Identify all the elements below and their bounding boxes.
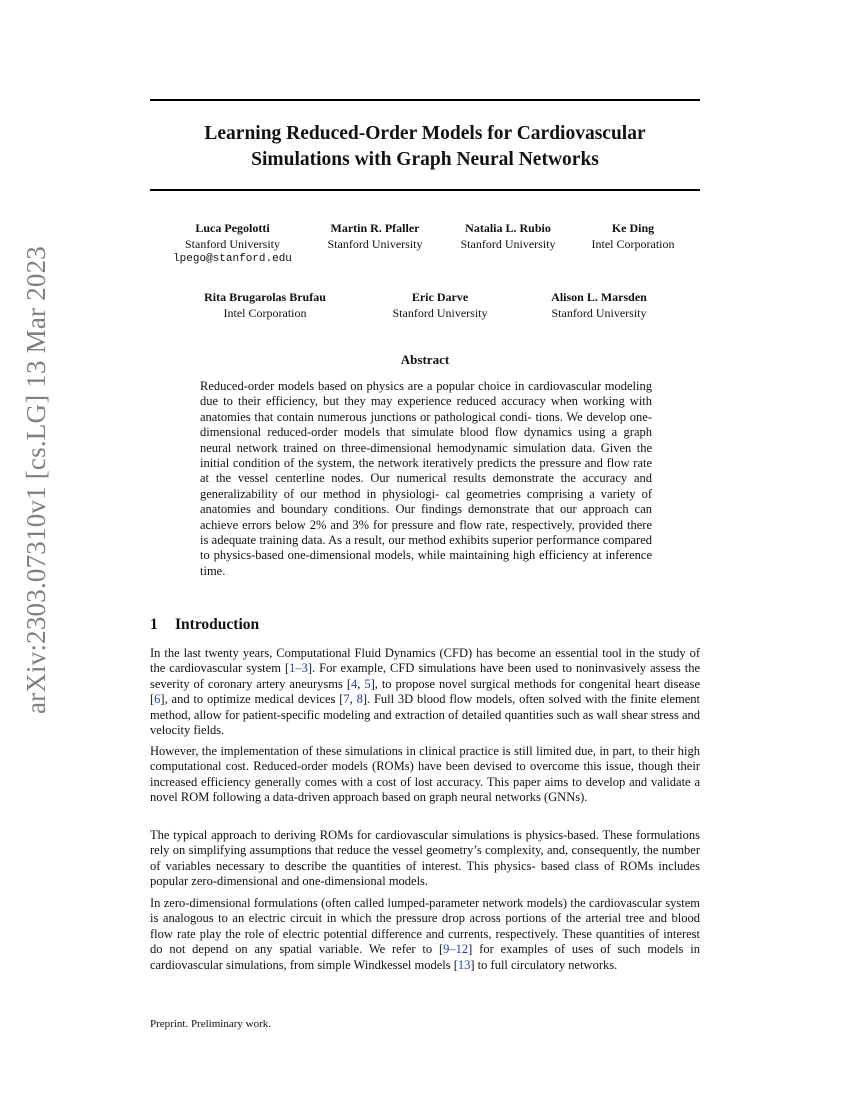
author-name: Rita Brugarolas Brufau	[204, 290, 326, 304]
citation-link[interactable]: 13	[457, 957, 471, 972]
author-name: Eric Darve	[411, 290, 469, 304]
text-line: noninvasively assess the severity of coronary artery aneurysms [4, 5], to propose novel surgical	[150, 661, 700, 691]
author-block	[578, 221, 688, 252]
text-line: working with anatomies that contain numerous junctions or pathological condi-	[200, 394, 653, 424]
citation-link[interactable]: 9–12	[443, 942, 469, 957]
text-line: tree and blood flow rate play the role of electric potential difference and currents, respectively. These	[150, 911, 700, 941]
author-affiliation: Stanford University	[327, 236, 423, 251]
text-line: the study of the cardiovascular system [1–3]. For example, CFD simulations have been used to	[150, 646, 700, 676]
author-affiliation: Stanford University	[460, 236, 556, 251]
author-affiliation: Stanford University	[185, 236, 280, 251]
author-block	[380, 290, 500, 321]
text-line: dynamics using a graph neural network trained on three-dimensional hemodynamic	[200, 425, 652, 455]
author-affiliation: Intel Corporation	[223, 305, 307, 320]
author-block	[447, 221, 569, 252]
paper-title	[150, 121, 700, 173]
author-block	[535, 290, 663, 321]
text-line: this issue, though their increased efficiency generally comes with a cost of lost accuracy. This paper	[150, 759, 700, 789]
text-line: In the last twenty years, Computational Fluid Dynamics (CFD) has become an essential tool in	[150, 646, 636, 660]
text-line: networks.	[568, 957, 618, 972]
text-line: However, the implementation of these simulations in clinical practice is still limited due, in part,	[150, 744, 636, 758]
title-top-rule	[150, 99, 700, 101]
text-line: consequently, the number of variables necessary to describe the quantities of interest. This physics-	[150, 843, 700, 873]
text-line: quantities of interest do not depend on any spatial variable. We refer to [9–12] for examples of uses	[150, 926, 700, 957]
paragraph	[150, 744, 700, 806]
author-affiliation: Stanford University	[551, 305, 647, 320]
citation-link[interactable]: 5	[364, 676, 371, 691]
title-bottom-rule	[150, 189, 700, 191]
footer-note: Preprint. Preliminary work.	[150, 1018, 271, 1030]
author-name: Natalia L. Rubio	[465, 221, 551, 235]
author-affiliation: Stanford University	[392, 305, 488, 320]
title-line-2: Simulations with Graph Neural Networks	[251, 149, 599, 170]
text-line: a result, our method exhibits superior performance compared to physics-based	[200, 533, 653, 563]
author-name: Martin R. Pfaller	[330, 221, 420, 235]
text-line: one-dimensional models, while maintaining high efficiency at inference time.	[200, 548, 653, 578]
text-line: pressure and flow rate, respectively, provided there is adequate training data. As	[200, 517, 652, 548]
text-line: tions. We develop one-dimensional reduced-order models that simulate blood flow	[200, 409, 653, 440]
section-title: Introduction	[175, 616, 260, 633]
author-name: Luca Pegolotti	[195, 221, 270, 235]
text-line: of such models in cardiovascular simulations, from simple Windkessel models [13] to full circulatory	[150, 942, 700, 972]
text-line: cal geometries comprising a variety of anatomies and boundary conditions. Our	[200, 486, 652, 517]
text-line: formulations rely on simplifying assumptions that reduce the vessel geometry’s complexity, and,	[150, 828, 701, 858]
citation-link[interactable]: 7	[343, 692, 350, 707]
author-email[interactable]: lpego@stanford.edu	[173, 253, 292, 265]
author-name: Alison L. Marsden	[551, 290, 647, 304]
author-block	[170, 221, 295, 268]
citation-link[interactable]: 8	[356, 692, 363, 707]
title-line-1: Learning Reduced-Order Models for Cardiovascular	[204, 123, 646, 144]
text-line: In zero-dimensional formulations (often called lumped-parameter network models) the cardiovascular	[150, 896, 662, 910]
text-line: predicts the pressure and flow rate at the vessel centerline nodes. Our numerical	[200, 456, 653, 486]
author-block	[310, 221, 440, 252]
text-line: findings demonstrate that our approach can achieve errors below 2% and 3% for	[200, 502, 652, 532]
paragraph	[150, 646, 700, 738]
text-line: based class of ROMs includes popular zero-dimensional and one-dimensional models.	[150, 858, 701, 889]
arxiv-side-stamp: arXiv:2303.07310v1 [cs.LG] 13 Mar 2023	[20, 245, 51, 715]
text-line: The typical approach to deriving ROMs for cardiovascular simulations is physics-based. These	[150, 828, 633, 842]
author-affiliation: Intel Corporation	[591, 236, 675, 251]
text-line: flow models, often solved with the finite element method, allow for patient-specific modeling and	[150, 692, 701, 722]
text-line: to their high computational cost. Reduced-order models (ROMs) have been devised to overcome	[150, 744, 701, 774]
text-line: simulation data. Given the initial condition of the system, the network iteratively	[200, 440, 652, 471]
abstract-heading: Abstract	[400, 352, 450, 367]
text-line: system is analogous to an electric circuit in which the pressure drop across portions of the arterial	[150, 896, 700, 926]
section-heading	[150, 616, 259, 634]
text-line: aims to develop and validate a novel ROM following a data-driven approach based on graph neural	[150, 774, 701, 805]
text-line: Reduced-order models based on physics are a popular choice in cardiovascular	[200, 379, 601, 393]
citation-link[interactable]: 4	[350, 676, 358, 691]
author-name: Ke Ding	[611, 221, 655, 235]
text-line: methods for congenital heart disease [6], and to optimize medical devices [7, 8]. Full 3D blood	[150, 676, 701, 707]
text-line: results demonstrate the accuracy and generalizability of our method in physiologi-	[200, 471, 652, 501]
author-block	[185, 290, 345, 321]
abstract-body	[200, 379, 652, 579]
citation-link[interactable]: 1–3	[289, 661, 308, 676]
citation-link[interactable]: 6	[154, 692, 161, 707]
text-line: networks (GNNs).	[495, 790, 588, 805]
paragraph	[150, 828, 700, 890]
text-line: modeling due to their efficiency, but they may experience reduced accuracy when	[200, 379, 652, 409]
text-line: extraction of detailed quantities such as wall shear stress and velocity fields.	[150, 707, 701, 738]
section-number: 1	[150, 616, 158, 633]
paragraph	[150, 896, 700, 973]
